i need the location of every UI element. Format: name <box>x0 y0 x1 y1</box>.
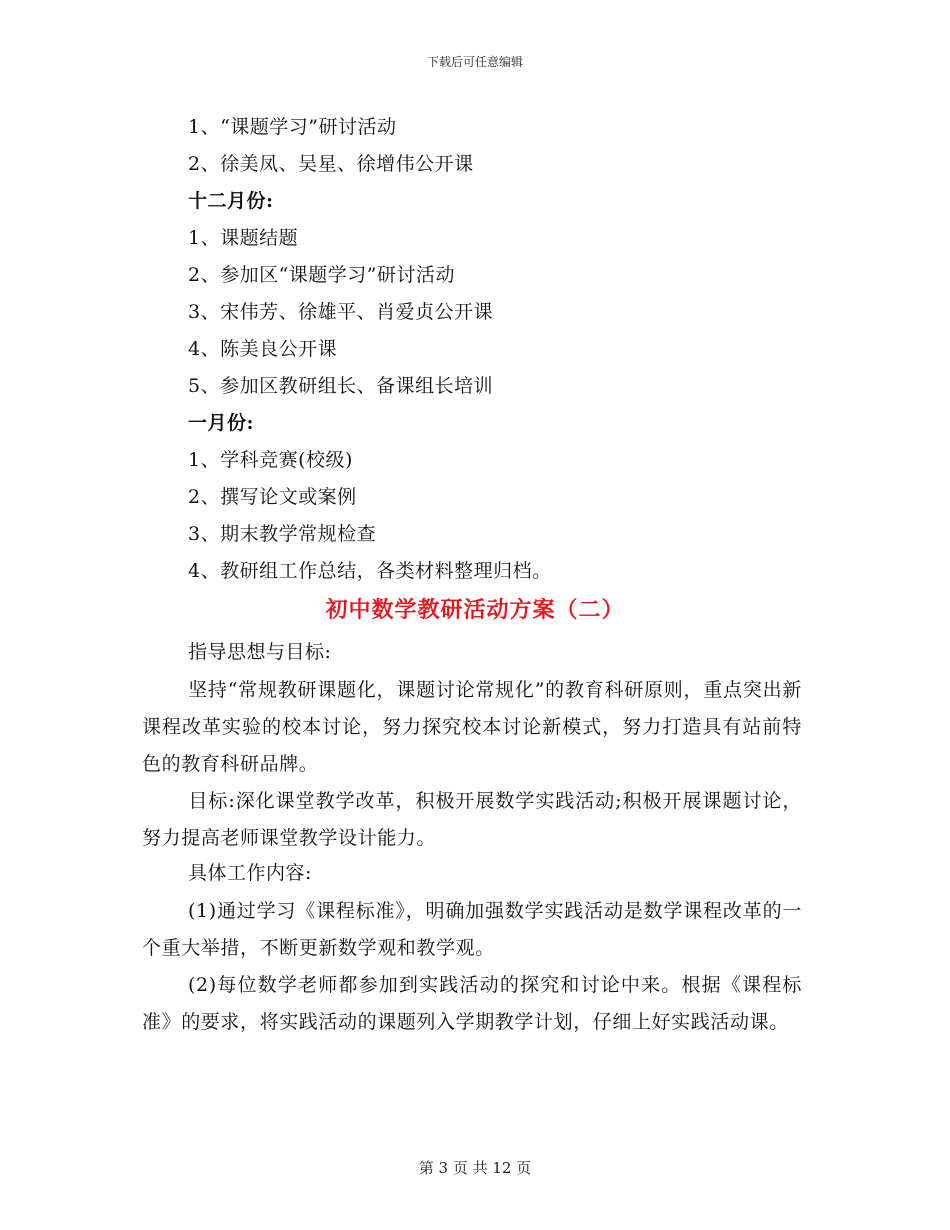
list-item: 2、参加区“课题学习”研讨活动 <box>188 264 456 286</box>
list-item: 3、期末教学常规检查 <box>188 523 377 545</box>
page-header-note: 下载后可任意编辑 <box>426 55 523 69</box>
goal-paragraph <box>142 783 802 857</box>
guide-paragraph-text: 坚持“常规教研课题化，课题讨论常规化”的教育科研原则，重点突出新课程改革实验的校本讨论，努力探究校本讨论新模式，努力打造具有站前特色的教育科研品牌。 <box>142 679 802 775</box>
section-title: 初中数学教研活动方案（二） <box>325 597 625 623</box>
work-item-1-text: (1)通过学习《课程标准》，明确加强数学实践活动是数学课程改革的一个重大举措，不断更新数学观和教学观。 <box>142 900 802 959</box>
goal-paragraph-text: 目标:深化课堂教学改革，积极开展数学实践活动;积极开展课题讨论，努力提高老师课堂教学设计能力。 <box>142 790 802 849</box>
work-item-2-text: (2)每位数学老师都参加到实践活动的探究和讨论中来。根据《课程标准》的要求，将实践活动的课题列入学期教学计划，仔细上好实践活动课。 <box>142 974 802 1033</box>
list-item: 5、参加区教研组长、备课组长培训 <box>188 375 494 397</box>
work-label: 具体工作内容: <box>188 862 312 884</box>
list-item: 2、徐美凤、吴星、徐增伟公开课 <box>188 153 474 175</box>
list-item: 2、撰写论文或案例 <box>188 486 357 508</box>
january-heading: 一月份: <box>188 412 255 434</box>
list-item: 4、陈美良公开课 <box>188 338 338 360</box>
work-item-1 <box>142 893 802 967</box>
guide-paragraph <box>142 672 802 783</box>
december-heading: 十二月份: <box>188 190 274 212</box>
page-number: 第 3 页 共 12 页 <box>418 1159 532 1177</box>
list-item: 1、课题结题 <box>188 227 299 249</box>
guide-label: 指导思想与目标: <box>188 641 332 663</box>
list-item: 1、“课题学习”研讨活动 <box>188 116 397 138</box>
work-item-2 <box>142 967 802 1041</box>
list-item: 1、学科竞赛(校级) <box>188 449 353 471</box>
list-item: 3、宋伟芳、徐雄平、肖爱贞公开课 <box>188 301 494 323</box>
list-item: 4、教研组工作总结，各类材料整理归档。 <box>188 560 552 582</box>
